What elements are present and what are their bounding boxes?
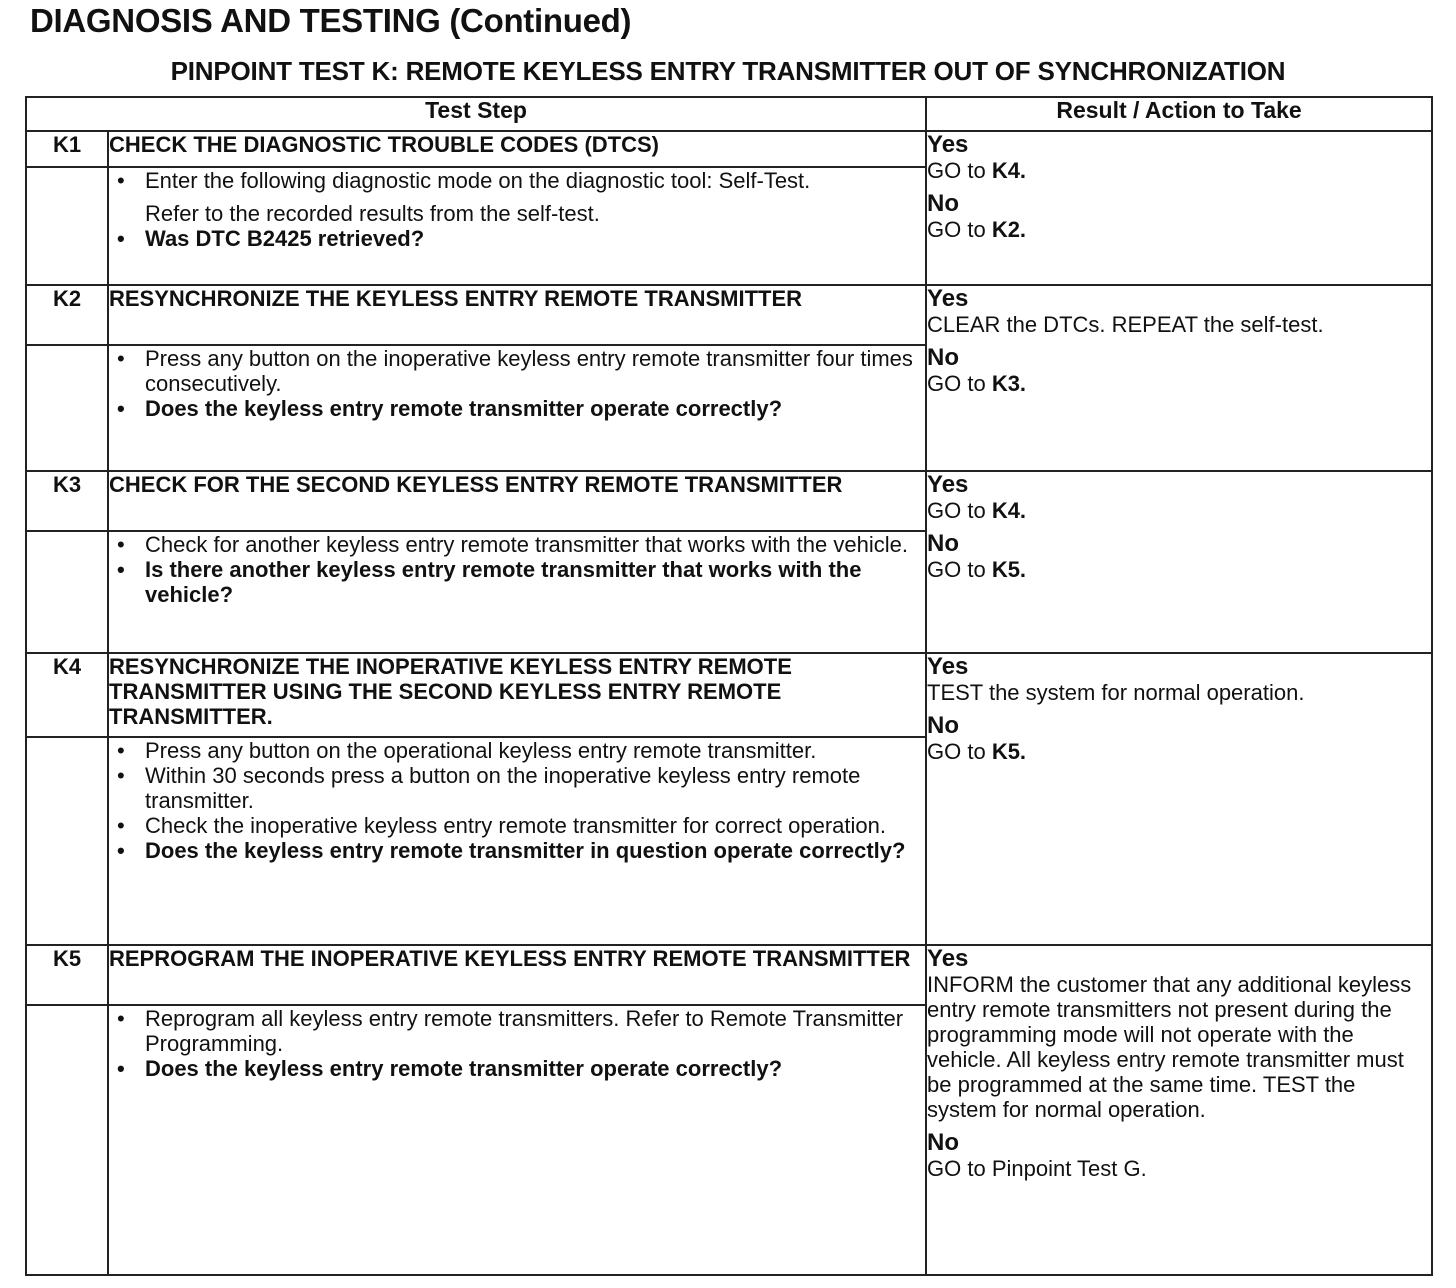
yes-answer — [927, 132, 1431, 183]
yes-answer — [927, 654, 1431, 705]
action-list — [109, 532, 925, 607]
action-list — [109, 1006, 925, 1081]
no-action-text: GO to Pinpoint Test G. — [927, 1156, 1147, 1181]
yes-action — [927, 972, 1431, 1122]
no-label: No — [927, 190, 960, 217]
step-actions — [108, 737, 926, 945]
action-item: • Press any button on the inoperative keyless entry remote transmitter four times consecutively. — [109, 346, 925, 396]
action-item: • Press any button on the operational keyless entry remote transmitter. — [109, 738, 925, 763]
step-result — [926, 653, 1432, 945]
no-action — [927, 557, 1431, 582]
step-title-row — [26, 131, 1432, 167]
step-id: K1 — [26, 131, 108, 167]
header-test-step: Test Step — [26, 97, 926, 131]
no-action-text: GO to — [927, 557, 992, 582]
step-id: K4 — [26, 653, 108, 737]
no-step-ref: K3. — [991, 371, 1027, 396]
step-actions — [108, 167, 926, 285]
yes-label: Yes — [927, 653, 969, 680]
yes-action-text: GO to — [927, 158, 992, 183]
no-answer — [927, 1130, 1431, 1181]
step-title: RESYNCHRONIZE THE INOPERATIVE KEYLESS ENTRY REMOTE TRANSMITTER USING THE SECOND KEYLESS ENTRY REMOTE TRANSMITTER. — [108, 653, 926, 737]
action-question: • Was DTC B2425 retrieved? — [109, 226, 925, 251]
step-title-row — [26, 285, 1432, 345]
no-label: No — [927, 530, 960, 557]
action-list — [109, 346, 925, 421]
yes-action — [927, 158, 1431, 183]
no-action — [927, 739, 1431, 764]
step-title-row — [26, 945, 1432, 1005]
no-answer — [927, 713, 1431, 764]
yes-label: Yes — [927, 285, 969, 312]
pinpoint-test-title: PINPOINT TEST K: REMOTE KEYLESS ENTRY TRANSMITTER OUT OF SYNCHRONIZATION — [170, 56, 1286, 86]
yes-action-text: CLEAR the DTCs. REPEAT the self-test. — [927, 312, 1324, 337]
action-list — [109, 738, 925, 863]
yes-action — [927, 312, 1431, 337]
no-answer — [927, 191, 1431, 242]
step-result — [926, 285, 1432, 471]
yes-answer — [927, 472, 1431, 523]
step-result — [926, 131, 1432, 285]
yes-action — [927, 498, 1431, 523]
no-label: No — [927, 712, 960, 739]
pinpoint-test-table — [25, 96, 1433, 1276]
step-id-spacer — [26, 345, 108, 471]
action-note: Refer to the recorded results from the self-test. — [145, 201, 600, 226]
step-result — [926, 945, 1432, 1275]
yes-action-text: INFORM the customer that any additional keyless entry remote transmitters not present during the programming mode will not operate with the vehicle. All keyless entry remote transmitter must be programmed at the same time. TEST the system for normal operation. — [927, 972, 1412, 1122]
yes-action-text: TEST the system for normal operation. — [927, 680, 1305, 705]
step-id-spacer — [26, 1005, 108, 1275]
step-id-spacer — [26, 531, 108, 653]
no-action — [927, 1156, 1431, 1181]
step-title: CHECK FOR THE SECOND KEYLESS ENTRY REMOTE TRANSMITTER — [108, 471, 926, 531]
action-item: • Check the inoperative keyless entry remote transmitter for correct operation. — [109, 813, 925, 838]
yes-label: Yes — [927, 131, 969, 158]
no-step-ref: K5. — [991, 557, 1027, 582]
step-title-row — [26, 471, 1432, 531]
yes-label: Yes — [927, 945, 969, 972]
action-question: • Does the keyless entry remote transmitter in question operate correctly? — [109, 838, 925, 863]
yes-step-ref: K4. — [991, 158, 1027, 183]
no-answer — [927, 345, 1431, 396]
action-item: • Check for another keyless entry remote transmitter that works with the vehicle. — [109, 532, 925, 557]
action-list — [109, 168, 925, 193]
step-id-spacer — [26, 737, 108, 945]
no-action-text: GO to — [927, 217, 992, 242]
no-label: No — [927, 1129, 960, 1156]
action-list — [109, 226, 925, 251]
yes-step-ref: K4. — [991, 498, 1027, 523]
step-title: REPROGRAM THE INOPERATIVE KEYLESS ENTRY REMOTE TRANSMITTER — [108, 945, 926, 1005]
step-actions — [108, 531, 926, 653]
header-result-action: Result / Action to Take — [926, 97, 1432, 131]
no-step-ref: K2. — [991, 217, 1027, 242]
page-title: DIAGNOSIS AND TESTING (Continued) — [30, 2, 632, 39]
step-id-spacer — [26, 167, 108, 285]
action-question: • Does the keyless entry remote transmitter operate correctly? — [109, 1056, 925, 1081]
action-item: • Within 30 seconds press a button on the inoperative keyless entry remote transmitter. — [109, 763, 925, 813]
no-action — [927, 217, 1431, 242]
step-actions — [108, 345, 926, 471]
yes-action-text: GO to — [927, 498, 992, 523]
no-answer — [927, 531, 1431, 582]
yes-label: Yes — [927, 471, 969, 498]
step-title: RESYNCHRONIZE THE KEYLESS ENTRY REMOTE TRANSMITTER — [108, 285, 926, 345]
action-question: • Is there another keyless entry remote transmitter that works with the vehicle? — [109, 557, 925, 607]
step-id: K5 — [26, 945, 108, 1005]
no-action — [927, 371, 1431, 396]
step-result — [926, 471, 1432, 653]
yes-answer — [927, 946, 1431, 1122]
yes-action — [927, 680, 1431, 705]
action-item: • Enter the following diagnostic mode on the diagnostic tool: Self-Test. — [109, 168, 925, 193]
no-step-ref: K5. — [991, 739, 1027, 764]
action-question: • Does the keyless entry remote transmitter operate correctly? — [109, 396, 925, 421]
step-id: K3 — [26, 471, 108, 531]
no-label: No — [927, 344, 960, 371]
yes-answer — [927, 286, 1431, 337]
test-steps — [26, 131, 1432, 1275]
no-action-text: GO to — [927, 371, 992, 396]
action-item: • Reprogram all keyless entry remote transmitters. Refer to Remote Transmitter Programming. — [109, 1006, 925, 1056]
step-title: CHECK THE DIAGNOSTIC TROUBLE CODES (DTCS) — [108, 131, 926, 167]
step-title-row — [26, 653, 1432, 737]
step-id: K2 — [26, 285, 108, 345]
no-action-text: GO to — [927, 739, 992, 764]
step-actions — [108, 1005, 926, 1275]
